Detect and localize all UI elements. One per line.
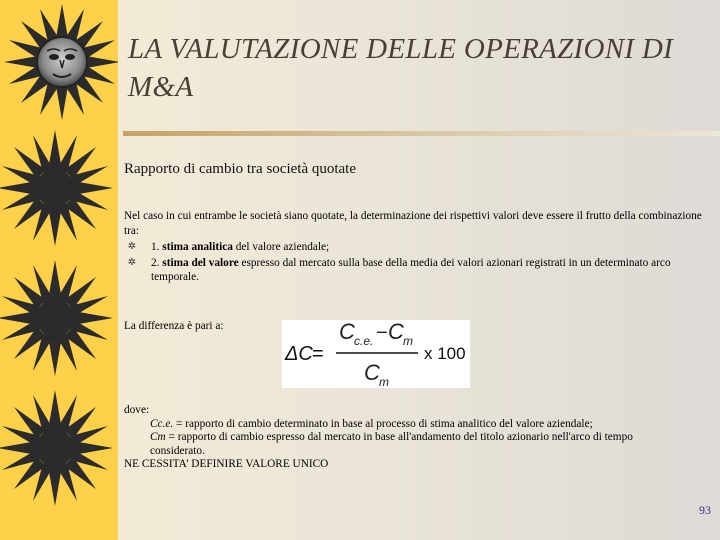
formula-den: C <box>364 360 380 385</box>
formula-minus: − <box>376 322 388 344</box>
formula-image <box>282 320 470 388</box>
slide-title: LA VALUTAZIONE DELLE OPERAZIONI DI M&A <box>128 33 674 103</box>
definition-continuation: considerato. <box>150 444 205 457</box>
asterisk-bullet-icon: ✲ <box>127 256 137 268</box>
formula-equals: = <box>312 343 324 365</box>
bullet-strong: stima del valore <box>162 256 239 269</box>
definitions-block <box>124 404 704 472</box>
formula-times: x 100 <box>424 344 466 363</box>
list-item <box>124 256 704 285</box>
definition-symbol: Cc.e. <box>150 417 174 430</box>
formula-lhs: ΔC <box>285 343 313 365</box>
body-text <box>124 209 704 286</box>
formula-den-sub: m <box>379 375 389 388</box>
asterisk-bullet-icon: ✲ <box>127 241 137 252</box>
definition-item <box>124 418 704 432</box>
bullet-rest: del valore aziendale; <box>232 241 330 253</box>
sun-column <box>0 0 118 540</box>
bullet-strong: stima analitica <box>162 241 233 253</box>
definition-text: = rapporto di cambio determinato in base al processo di stima analitico del valore aziendale; <box>173 417 593 430</box>
closing-note: NE CESSITA’ DEFINIRE VALORE UNICO <box>124 458 329 470</box>
definition-item <box>124 431 704 445</box>
formula-num-b-sub: m <box>403 334 413 348</box>
bullet-rest: espresso dal mercato sulla base della media dei valori azionari registrati in un determinato arco temporale. <box>151 256 671 283</box>
title-divider <box>123 131 720 136</box>
page-number: 93 <box>699 503 711 517</box>
formula-num-b: C <box>388 320 404 344</box>
bullet-prefix: 1. <box>151 241 163 253</box>
sun-face-icon <box>4 4 118 120</box>
definition-symbol: Cm <box>150 431 166 443</box>
bullet-prefix: 2. <box>151 256 163 269</box>
sun-icon <box>0 390 113 506</box>
slide-subtitle: Rapporto di cambio tra società quotate <box>124 161 357 177</box>
formula-svg <box>282 320 470 388</box>
definition-text: = rapporto di cambio espresso dal mercato in base all'andamento del titolo azionario nell'arco di tempo <box>165 431 633 443</box>
formula-label: La differenza è pari a: <box>124 320 224 332</box>
formula-num-a-sub: c.e. <box>354 334 374 348</box>
sun-icon <box>0 130 113 246</box>
list-item <box>124 240 704 255</box>
bullet-list <box>124 240 704 285</box>
sun-icon <box>0 260 113 376</box>
formula-num-a: C <box>339 320 355 344</box>
dove-label: dove: <box>124 404 150 416</box>
intro-paragraph: Nel caso in cui entrambe le società siano quotate, la determinazione dei rispettivi valori deve essere il frutto della combinazione tra: <box>124 210 702 237</box>
